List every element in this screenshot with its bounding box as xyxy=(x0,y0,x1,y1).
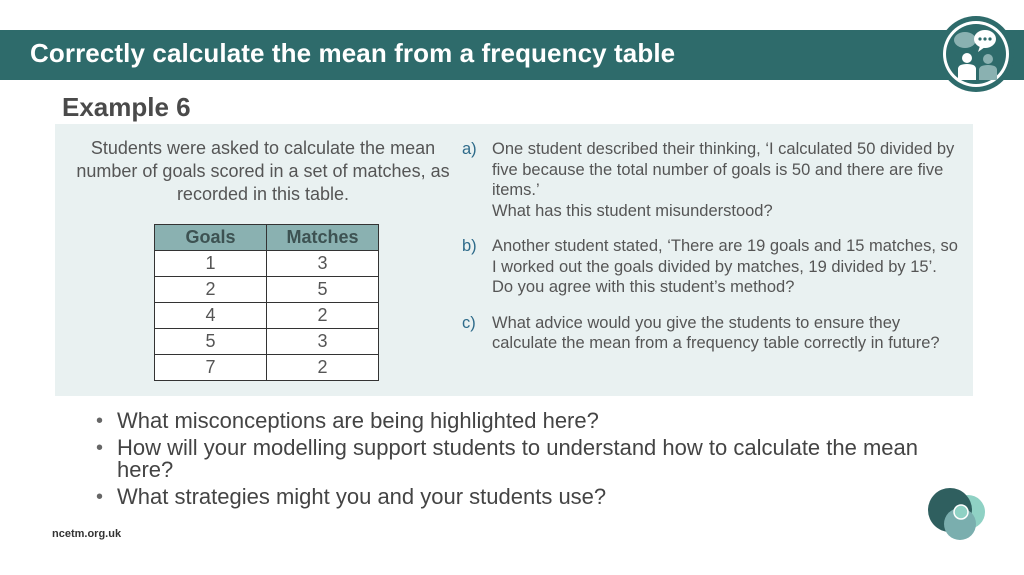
goals-cell: 4 xyxy=(155,303,267,329)
matches-cell: 3 xyxy=(267,329,379,355)
bullet-item xyxy=(96,486,956,508)
table-row xyxy=(155,303,379,329)
table-row xyxy=(155,277,379,303)
bullet-text: How will your modelling support students to understand how to calculate the mean here? xyxy=(117,435,919,482)
bullet-dot-icon: • xyxy=(96,486,104,508)
question-letter: a) xyxy=(462,140,477,158)
goals-cell: 7 xyxy=(155,355,267,381)
page-title: Correctly calculate the mean from a frequency table xyxy=(30,38,676,68)
bullet-text: What strategies might you and your students use? xyxy=(117,484,607,509)
question-prompt: Do you agree with this student’s method? xyxy=(492,278,795,296)
question-letter: b) xyxy=(462,237,477,255)
goals-cell: 5 xyxy=(155,329,267,355)
example-title: Example 6 xyxy=(62,92,191,122)
bullet-dot-icon: • xyxy=(96,410,104,432)
intro-text: Students were asked to calculate the mean number of goals scored in a set of matches, as recorded in this table. xyxy=(76,138,450,204)
question-letter: c) xyxy=(462,313,476,332)
bullet-item xyxy=(96,410,956,432)
ncetm-logo-icon xyxy=(926,486,990,546)
matches-cell: 2 xyxy=(267,355,379,381)
discussion-bullets xyxy=(96,410,956,513)
question-text: One student described their thinking, ‘I calculated 50 divided by five because the total number of goals is 50 and there are five items.’ xyxy=(492,140,955,199)
table-row xyxy=(155,251,379,277)
question-text: What advice would you give the students to ensure they calculate the mean from a frequency table correctly in future? xyxy=(492,313,940,352)
question-b xyxy=(462,236,962,298)
question-c xyxy=(462,313,962,354)
frequency-table xyxy=(154,224,379,381)
goals-cell: 1 xyxy=(155,251,267,277)
bullet-item xyxy=(96,437,956,481)
question-a xyxy=(462,139,962,221)
bullet-dot-icon: • xyxy=(96,437,104,459)
question-list xyxy=(462,139,962,369)
matches-cell: 5 xyxy=(267,277,379,303)
matches-cell: 3 xyxy=(267,251,379,277)
goals-cell: 2 xyxy=(155,277,267,303)
table-header-row xyxy=(155,225,379,251)
footer-url: ncetm.org.uk xyxy=(52,528,122,540)
header-matches: Matches xyxy=(267,225,379,251)
question-text: Another student stated, ‘There are 19 goals and 15 matches, so I worked out the goals divided by matches, 19 divided by 15’. xyxy=(492,237,958,276)
question-prompt: What has this student misunderstood? xyxy=(492,201,773,220)
table-row xyxy=(155,329,379,355)
discussion-people-icon xyxy=(936,14,1016,94)
header-goals: Goals xyxy=(155,225,267,251)
bullet-text: What misconceptions are being highlighted here? xyxy=(117,408,599,433)
table-row xyxy=(155,355,379,381)
matches-cell: 2 xyxy=(267,303,379,329)
